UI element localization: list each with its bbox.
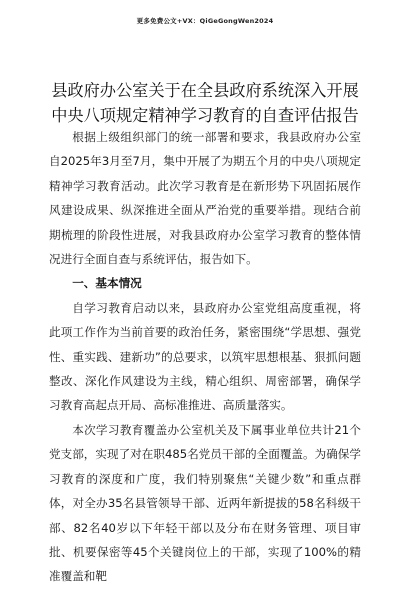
document-title: 县政府办公室关于在全县政府系统深入开展中央八项规定精神学习教育的自查评估报告 [51,81,359,125]
body-paragraph: 本次学习教育覆盖办公室机关及下属事业单位共计21个党支部，实现了对在职485名党员干部的全面覆盖。为确保学习教育的深度和广度，我们特别聚焦“关键少数”和重点群体，对全办35名县管领导干部、近两年新提拔的58名科级干部、82名40岁以下年轻干部以及分布在财务管理、项目审批、机要保密等45个关键岗位上的干部，实现了100%的精准覆盖和靶 [49,422,361,584]
section-heading: 一、基本情况 [72,276,142,291]
document-body [49,125,361,589]
header-note: 更多免费公文+VX：QiGeGongWen2024 [136,17,274,25]
intro-paragraph: 根据上级组织部门的统一部署和要求，我县政府办公室自2025年3月至7月，集中开展了为期五个月的中央八项规定精神学习教育活动。此次学习教育是在新形势下巩固拓展作风建设成果、纵深推进全面从严治党的重要举措。现结合前期梳理的阶段性进展，对我县政府办公室学习教育的整体情况进行全面自查与系统评估，报告如下。 [49,130,361,267]
body-paragraph: 自学习教育启动以来，县政府办公室党组高度重视，将此项工作作为当前首要的政治任务，紧密围绕“学思想、强党性、重实践、建新功”的总要求，以筑牢思想根基、狠抓问题整改、深化作风建设为主线，精心组织、周密部署，确保学习教育高起点开局、高标准推进、高质量落实。 [49,300,361,413]
